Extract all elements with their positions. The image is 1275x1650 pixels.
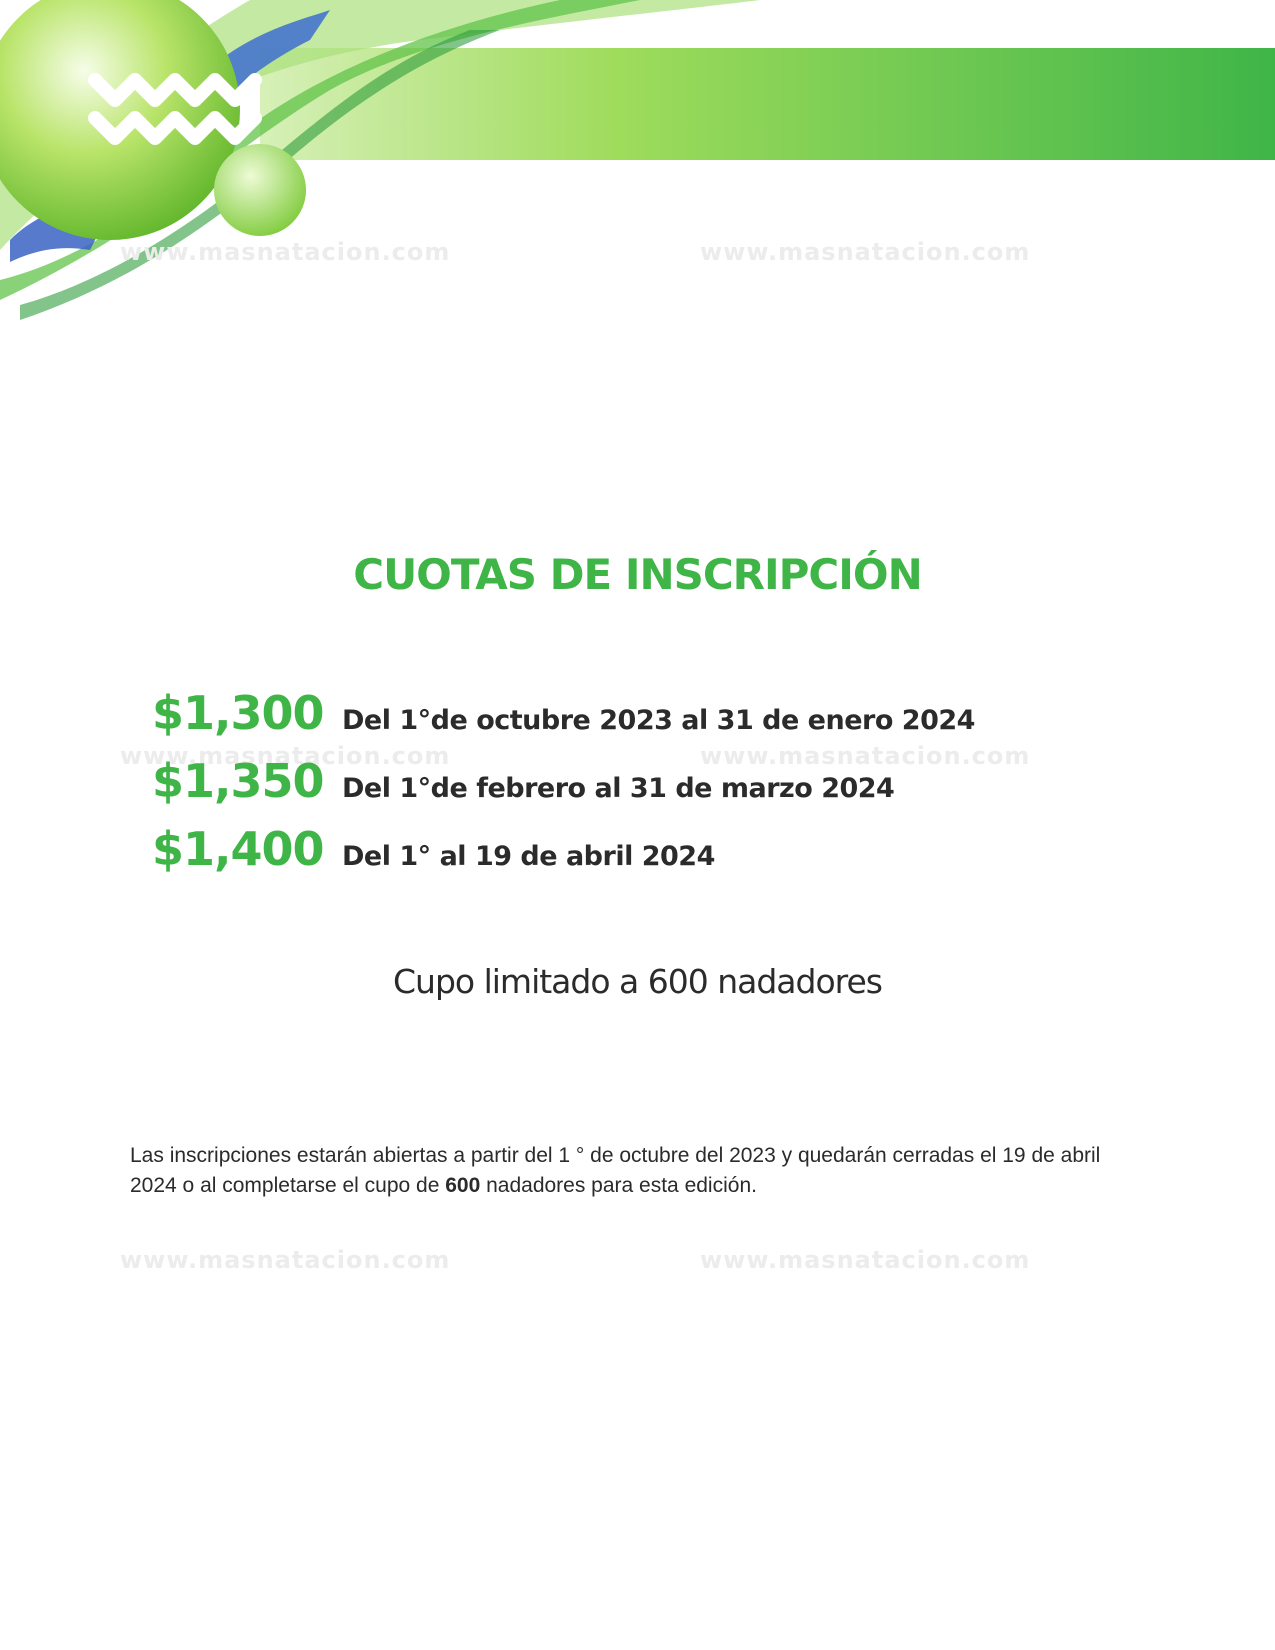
fee-row: [152, 754, 894, 814]
fee-amount: $1,400: [152, 822, 324, 876]
capacity-text: Cupo limitado a 600 nadadores: [393, 962, 882, 1001]
fee-amount: $1,350: [152, 754, 324, 808]
fee-amount: $1,300: [152, 686, 324, 740]
note-bold-count: 600: [445, 1174, 481, 1197]
note-text-end: nadadores para esta edición.: [480, 1174, 757, 1197]
fee-row: [152, 686, 975, 746]
header-decorative-art: [0, 0, 1275, 320]
watermark-text: www.masnatacion.com: [120, 1246, 451, 1274]
fee-period: Del 1° al 19 de abril 2024: [342, 841, 715, 872]
watermark-text: www.masnatacion.com: [700, 1246, 1031, 1274]
fee-period: Del 1°de octubre 2023 al 31 de enero 2024: [342, 705, 975, 736]
page-title: CUOTAS DE INSCRIPCIÓN: [353, 550, 922, 599]
watermark-text: www.masnatacion.com: [700, 742, 1031, 770]
fee-row: [152, 822, 715, 882]
registration-note: [130, 1141, 1140, 1201]
note-text: Las inscripciones estarán abiertas a partir del 1 ° de octubre del 2023 y quedarán cerradas el 19 de abril 2024 o al completarse el cupo de: [130, 1144, 1101, 1197]
watermark-text: www.masnatacion.com: [700, 238, 1031, 266]
fee-period: Del 1°de febrero al 31 de marzo 2024: [342, 773, 895, 804]
watermark-text: www.masnatacion.com: [120, 238, 451, 266]
watermark-text: www.masnatacion.com: [120, 742, 451, 770]
